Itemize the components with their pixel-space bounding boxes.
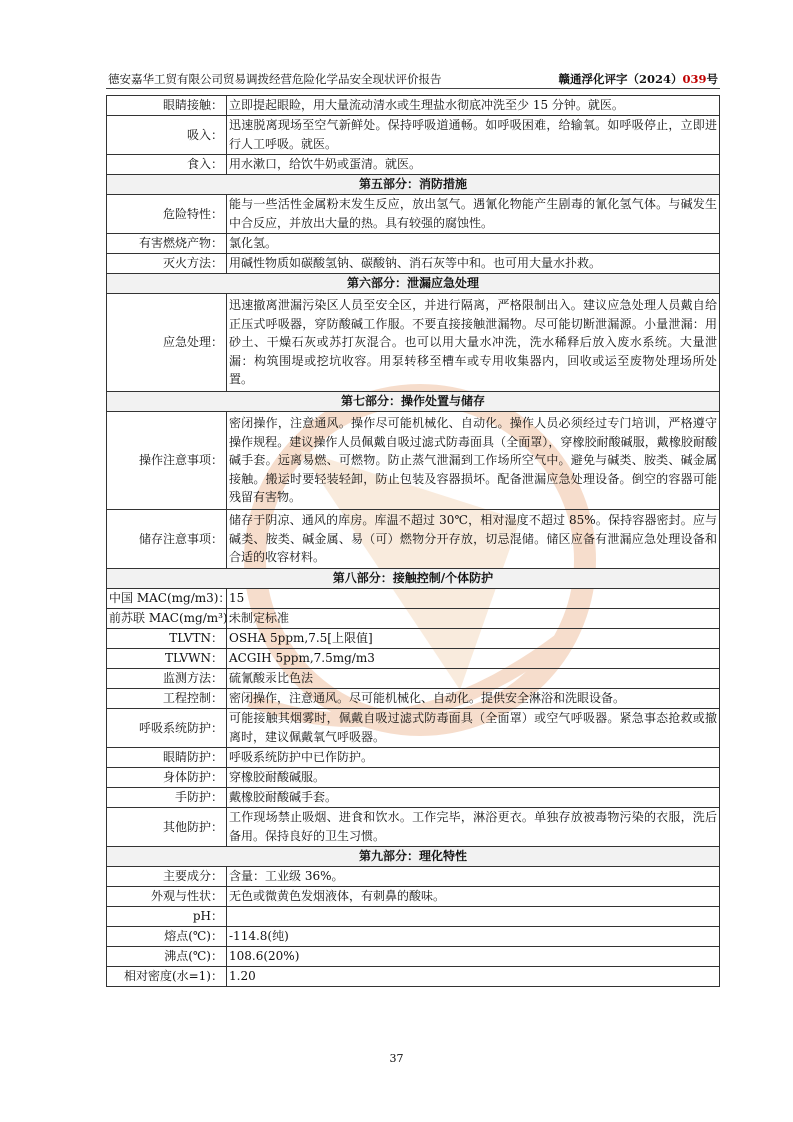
- row-label: 操作注意事项：: [107, 412, 227, 510]
- row-value: 工作现场禁止吸烟、进食和饮水。工作完毕，淋浴更衣。单独存放被毒物污染的衣服，洗后备用。保持良好的卫生习惯。: [227, 808, 720, 847]
- table-row: [107, 234, 720, 254]
- table-row: [107, 748, 720, 768]
- page-number: 37: [389, 1052, 404, 1065]
- row-label: 呼吸系统防护：: [107, 709, 227, 748]
- table-row: [107, 887, 720, 907]
- table-row: [107, 967, 720, 987]
- page-header: [106, 70, 720, 89]
- row-value: 能与一些活性金属粉末发生反应，放出氢气。遇氰化物能产生剧毒的氰化氢气体。与碱发生中合反应，并放出大量的热。具有较强的腐蚀性。: [227, 195, 720, 234]
- row-value: OSHA 5ppm,7.5[上限值]: [227, 629, 720, 649]
- table-row: [107, 689, 720, 709]
- row-value: 密闭操作，注意通风。尽可能机械化、自动化。提供安全淋浴和洗眼设备。: [227, 689, 720, 709]
- section-heading: [107, 847, 720, 867]
- table-row: [107, 709, 720, 748]
- section-6-title: 第六部分：泄漏应急处理: [107, 274, 720, 294]
- row-label: 食入：: [107, 155, 227, 175]
- row-value: 硫氰酸汞比色法: [227, 669, 720, 689]
- row-value: 穿橡胶耐酸碱服。: [227, 768, 720, 788]
- header-doc-number: 赣通浮化评字（2024）039号: [558, 72, 718, 86]
- row-label: TLVTN：: [107, 629, 227, 649]
- row-value: 含量：工业级 36%。: [227, 867, 720, 887]
- table-row: [107, 96, 720, 116]
- row-label: pH：: [107, 907, 227, 927]
- table-row: [107, 254, 720, 274]
- row-value: 戴橡胶耐酸碱手套。: [227, 788, 720, 808]
- section-heading: [107, 274, 720, 294]
- row-label: TLVWN：: [107, 649, 227, 669]
- row-value: 用水漱口，给饮牛奶或蛋清。就医。: [227, 155, 720, 175]
- table-row: [107, 294, 720, 392]
- table-row: [107, 768, 720, 788]
- row-label: 有害燃烧产物：: [107, 234, 227, 254]
- row-value: 15: [227, 589, 720, 609]
- row-label: 主要成分：: [107, 867, 227, 887]
- row-value: 储存于阴凉、通风的库房。库温不超过 30℃，相对湿度不超过 85%。保持容器密封。应与碱类、胺类、碱金属、易（可）燃物分开存放，切忌混储。储区应备有泄漏应急处理设备和合适的收容材料。: [227, 510, 720, 569]
- table-row: [107, 927, 720, 947]
- row-value: 密闭操作，注意通风。操作尽可能机械化、自动化。操作人员必须经过专门培训，严格遵守操作规程。建议操作人员佩戴自吸过滤式防毒面具（全面罩），穿橡胶耐酸碱服，戴橡胶耐酸碱手套。远离易燃、可燃物。防止蒸气泄漏到工作场所空气中。避免与碱类、胺类、碱金属接触。搬运时要轻装轻卸，防止包装及容器损坏。配备泄漏应急处理设备。倒空的容器可能残留有害物。: [227, 412, 720, 510]
- table-row: [107, 788, 720, 808]
- row-value: 未制定标准: [227, 609, 720, 629]
- row-value: 用碱性物质如碳酸氢钠、碳酸钠、消石灰等中和。也可用大量水扑救。: [227, 254, 720, 274]
- row-label: 中国 MAC(mg/m3)：: [107, 589, 227, 609]
- row-value: 无色或微黄色发烟液体，有刺鼻的酸味。: [227, 887, 720, 907]
- row-label: 危险特性：: [107, 195, 227, 234]
- table-row: [107, 155, 720, 175]
- row-label: 前苏联 MAC(mg/m³)：: [107, 609, 227, 629]
- table-row: [107, 116, 720, 155]
- row-label: 吸入：: [107, 116, 227, 155]
- row-label: 储存注意事项：: [107, 510, 227, 569]
- row-value: 迅速撤离泄漏污染区人员至安全区，并进行隔离，严格限制出入。建议应急处理人员戴自给正压式呼吸器，穿防酸碱工作服。不要直接接触泄漏物。尽可能切断泄漏源。小量泄漏：用砂土、干燥石灰或苏打灰混合。也可以用大量水冲洗，洗水稀释后放入废水系统。大量泄漏：构筑围堤或挖坑收容。用泵转移至槽车或专用收集器内，回收或运至废物处理场所处置。: [227, 294, 720, 392]
- row-label: 手防护：: [107, 788, 227, 808]
- table-row: [107, 669, 720, 689]
- row-value: 108.6(20%): [227, 947, 720, 967]
- table-row: [107, 629, 720, 649]
- row-value: -114.8(纯): [227, 927, 720, 947]
- table-row: [107, 609, 720, 629]
- msds-table: [106, 95, 720, 987]
- row-label: 灭火方法：: [107, 254, 227, 274]
- header-title: 德安嘉华工贸有限公司贸易调拨经营危险化学品安全现状评价报告: [108, 72, 442, 86]
- table-row: [107, 510, 720, 569]
- row-label: 眼睛接触：: [107, 96, 227, 116]
- row-label: 眼睛防护：: [107, 748, 227, 768]
- table-row: [107, 947, 720, 967]
- row-label: 工程控制：: [107, 689, 227, 709]
- row-value: 氯化氢。: [227, 234, 720, 254]
- section-9-title: 第九部分：理化特性: [107, 847, 720, 867]
- row-label: 其他防护：: [107, 808, 227, 847]
- section-heading: [107, 569, 720, 589]
- row-value: 1.20: [227, 967, 720, 987]
- table-row: [107, 195, 720, 234]
- table-row: [107, 867, 720, 887]
- row-label: 监测方法：: [107, 669, 227, 689]
- table-row: [107, 907, 720, 927]
- section-heading: [107, 175, 720, 195]
- section-8-title: 第八部分：接触控制/个体防护: [107, 569, 720, 589]
- row-label: 身体防护：: [107, 768, 227, 788]
- row-value: 迅速脱离现场至空气新鲜处。保持呼吸道通畅。如呼吸困难，给输氧。如呼吸停止，立即进行人工呼吸。就医。: [227, 116, 720, 155]
- table-row: [107, 808, 720, 847]
- section-5-title: 第五部分：消防措施: [107, 175, 720, 195]
- table-row: [107, 412, 720, 510]
- row-label: 沸点(℃)：: [107, 947, 227, 967]
- row-value: ACGIH 5ppm,7.5mg/m3: [227, 649, 720, 669]
- row-value: 呼吸系统防护中已作防护。: [227, 748, 720, 768]
- section-7-title: 第七部分：操作处置与储存: [107, 392, 720, 412]
- table-row: [107, 589, 720, 609]
- row-label: 熔点(℃)：: [107, 927, 227, 947]
- table-row: [107, 649, 720, 669]
- row-value: [227, 907, 720, 927]
- row-label: 应急处理：: [107, 294, 227, 392]
- section-heading: [107, 392, 720, 412]
- row-value: 可能接触其烟雾时，佩戴自吸过滤式防毒面具（全面罩）或空气呼吸器。紧急事态抢救或撤离时，建议佩戴氧气呼吸器。: [227, 709, 720, 748]
- row-label: 外观与性状：: [107, 887, 227, 907]
- row-label: 相对密度(水=1)：: [107, 967, 227, 987]
- row-value: 立即提起眼睑，用大量流动清水或生理盐水彻底冲洗至少 15 分钟。就医。: [227, 96, 720, 116]
